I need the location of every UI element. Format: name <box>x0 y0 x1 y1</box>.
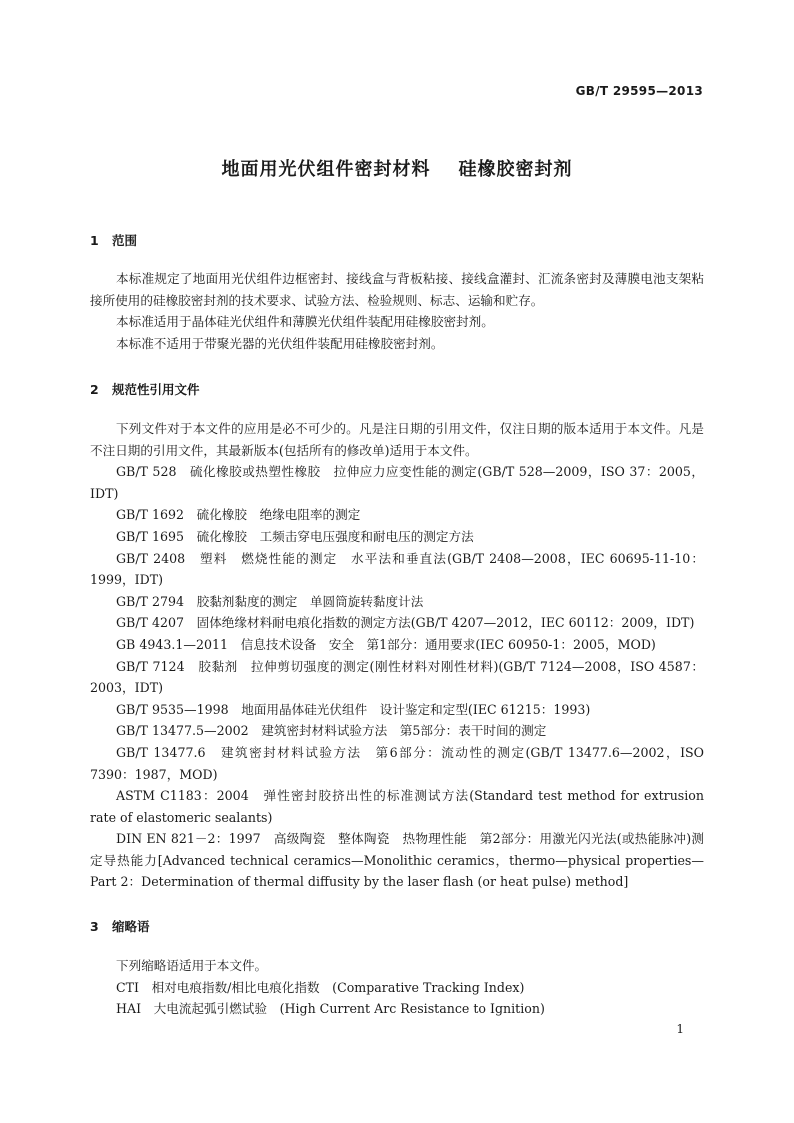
page-number: 1 <box>676 1022 684 1036</box>
title-part-2: 硅橡胶密封剂 <box>458 159 573 180</box>
reference-item: GB/T 13477.6 建筑密封材料试验方法 第6部分：流动性的测定(GB/T 13477.6—2002，ISO 7390：1987，MOD) <box>90 744 704 782</box>
section-number: 1 <box>90 233 99 248</box>
reference-item: GB/T 2408 塑料 燃烧性能的测定 水平法和垂直法(GB/T 2408—2008，IEC 60695-11-10：1999，IDT) <box>90 550 704 588</box>
standard-code: GB/T 29595—2013 <box>575 84 703 98</box>
section-2-body <box>90 418 704 893</box>
paragraph: 下列文件对于本文件的应用是必不可少的。凡是注日期的引用文件，仅注日期的版本适用于本文件。凡是不注日期的引用文件，其最新版本(包括所有的修改单)适用于本文件。 <box>90 421 704 458</box>
document-title <box>0 155 794 181</box>
reference-item: GB/T 7124 胶黏剂 拉伸剪切强度的测定(刚性材料对刚性材料)(GB/T 7124—2008，ISO 4587：2003，IDT) <box>90 658 704 696</box>
section-1-heading <box>90 231 137 249</box>
section-3-heading <box>90 917 150 935</box>
section-title: 缩略语 <box>112 919 150 934</box>
reference-item: GB/T 4207 固体绝缘材料耐电痕化指数的测定方法(GB/T 4207—2012，IEC 60112：2009，IDT) <box>116 615 695 631</box>
reference-item: GB/T 1695 硫化橡胶 工频击穿电压强度和耐电压的测定方法 <box>116 528 474 544</box>
abbreviation-item: HAI 大电流起弧引燃试验 (High Current Arc Resistance to Ignition) <box>116 1001 545 1017</box>
reference-item: GB 4943.1—2011 信息技术设备 安全 第1部分：通用要求(IEC 60950-1：2005，MOD) <box>116 636 656 652</box>
reference-item: GB/T 9535—1998 地面用晶体硅光伏组件 设计鉴定和定型(IEC 61215：1993) <box>116 701 591 717</box>
section-2-heading <box>90 380 200 398</box>
reference-item: GB/T 1692 硫化橡胶 绝缘电阻率的测定 <box>116 507 361 523</box>
paragraph: 本标准不适用于带聚光器的光伏组件装配用硅橡胶密封剂。 <box>116 335 444 351</box>
section-3-body <box>90 955 704 1020</box>
reference-item: ASTM C1183：2004 弹性密封胶挤出性的标准测试方法(Standard test method for extrusion rate of elastomeric sealants) <box>90 788 704 825</box>
paragraph: 下列缩略语适用于本文件。 <box>116 958 268 973</box>
section-title: 范围 <box>112 233 138 248</box>
paragraph: 本标准适用于晶体硅光伏组件和薄膜光伏组件装配用硅橡胶密封剂。 <box>116 314 494 330</box>
section-number: 3 <box>90 919 99 934</box>
reference-item: GB/T 13477.5—2002 建筑密封材料试验方法 第5部分：表干时间的测定 <box>116 723 547 739</box>
section-number: 2 <box>90 382 99 397</box>
abbreviation-item: CTI 相对电痕指数/相比电痕化指数 (Comparative Tracking Index) <box>116 979 525 995</box>
reference-item: GB/T 2794 胶黏剂黏度的测定 单圆筒旋转黏度计法 <box>116 593 424 609</box>
title-part-1: 地面用光伏组件密封材料 <box>221 159 431 180</box>
reference-item: DIN EN 821－2：1997 高级陶瓷 整体陶瓷 热物理性能 第2部分：用激光闪光法(或热能脉冲)测定导热能力[Advanced technical ceramics—Monolithic ceramics，thermo—physical properties—Part 2：Determination of thermal diffusity by the laser flash (or heat pulse) method] <box>90 831 704 890</box>
paragraph: 本标准规定了地面用光伏组件边框密封、接线盒与背板粘接、接线盒灌封、汇流条密封及薄膜电池支架粘接所使用的硅橡胶密封剂的技术要求、试验方法、检验规则、标志、运输和贮存。 <box>90 271 704 308</box>
section-title: 规范性引用文件 <box>112 382 200 397</box>
section-1-body <box>90 268 704 354</box>
reference-item: GB/T 528 硫化橡胶或热塑性橡胶 拉伸应力应变性能的测定(GB/T 528—2009，ISO 37：2005，IDT) <box>90 464 704 501</box>
